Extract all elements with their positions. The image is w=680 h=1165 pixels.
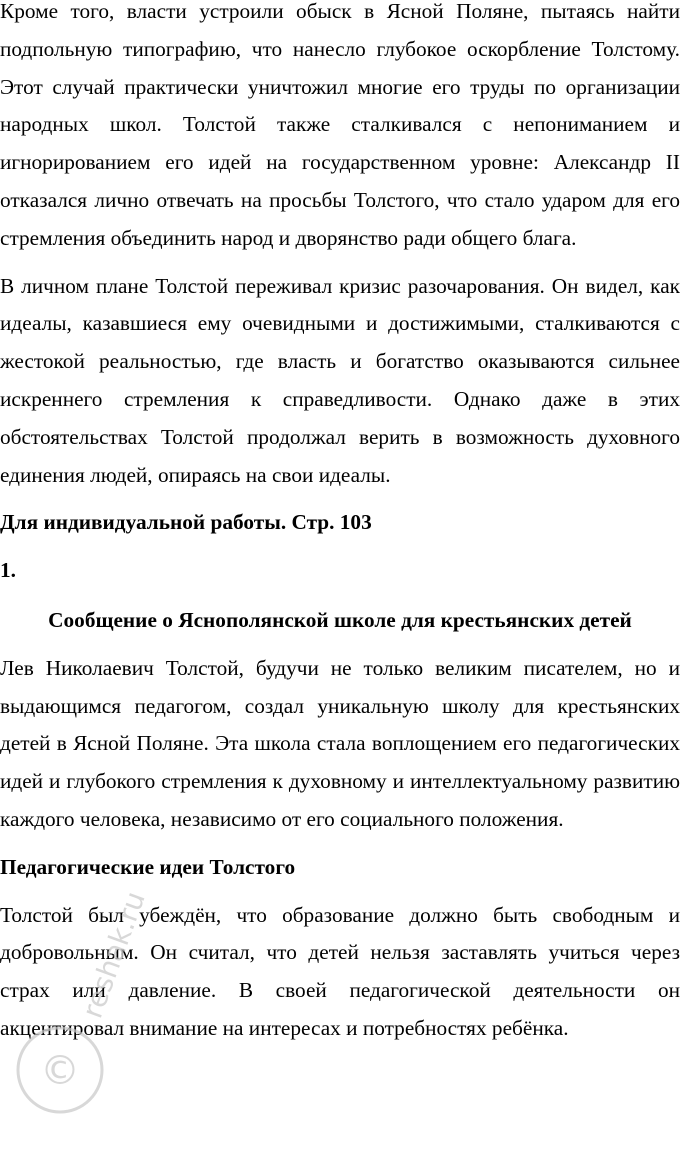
- paragraph-free-education: Толстой был убеждён, что образование должно быть свободным и добровольным. Он считал, что детей нельзя заставлять учиться через страх или давление. В своей педагогической деятельности он акцентировал внимание на интересах и потребностях ребёнка.: [0, 902, 680, 1040]
- svg-text:reshak.ru: reshak.ru: [75, 887, 152, 1023]
- svg-text:©: ©: [40, 1048, 80, 1094]
- subsection-heading: Педагогические идеи Толстого: [0, 854, 296, 879]
- section-heading: Для индивидуальной работы. Стр. 103: [0, 510, 372, 535]
- report-title: Сообщение о Яснополянской школе для крестьянских детей: [48, 607, 632, 632]
- task-number: 1.: [0, 558, 16, 583]
- paragraph-personal-crisis: В личном плане Толстой переживал кризис разочарования. Он видел, как идеалы, казавшиеся ему очевидными и достижимыми, сталкиваются с жестокой реальностью, где власть и богатство оказываются сильнее искреннего стремления к справедливости. Однако даже в этих обстоятельствах Толстой продолжал верить в возможность духовного единения людей, опираясь на свои идеалы.: [0, 273, 680, 487]
- paragraph-search-typography: Кроме того, власти устроили обыск в Ясной Поляне, пытаясь найти подпольную типографию, что нанесло глубокое оскорбление Толстому. Этот случай практически уничтожил многие его труды по организации народных школ. Толстой также сталкивался с непониманием и игнорированием его идей на государственном уровне: Александр II отказался лично отвечать на просьбы Толстого, что стало ударом для его стремления объединить народ и дворянство ради общего блага.: [0, 0, 680, 250]
- paragraph-school-intro: Лев Николаевич Толстой, будучи не только великим писателем, но и выдающимся педагогом, создал уникальную школу для крестьянских детей в Ясной Поляне. Эта школа стала воплощением его педагогических идей и глубокого стремления к духовному и интеллектуальному развитию каждого человека, независимо от его социального положения.: [0, 655, 680, 831]
